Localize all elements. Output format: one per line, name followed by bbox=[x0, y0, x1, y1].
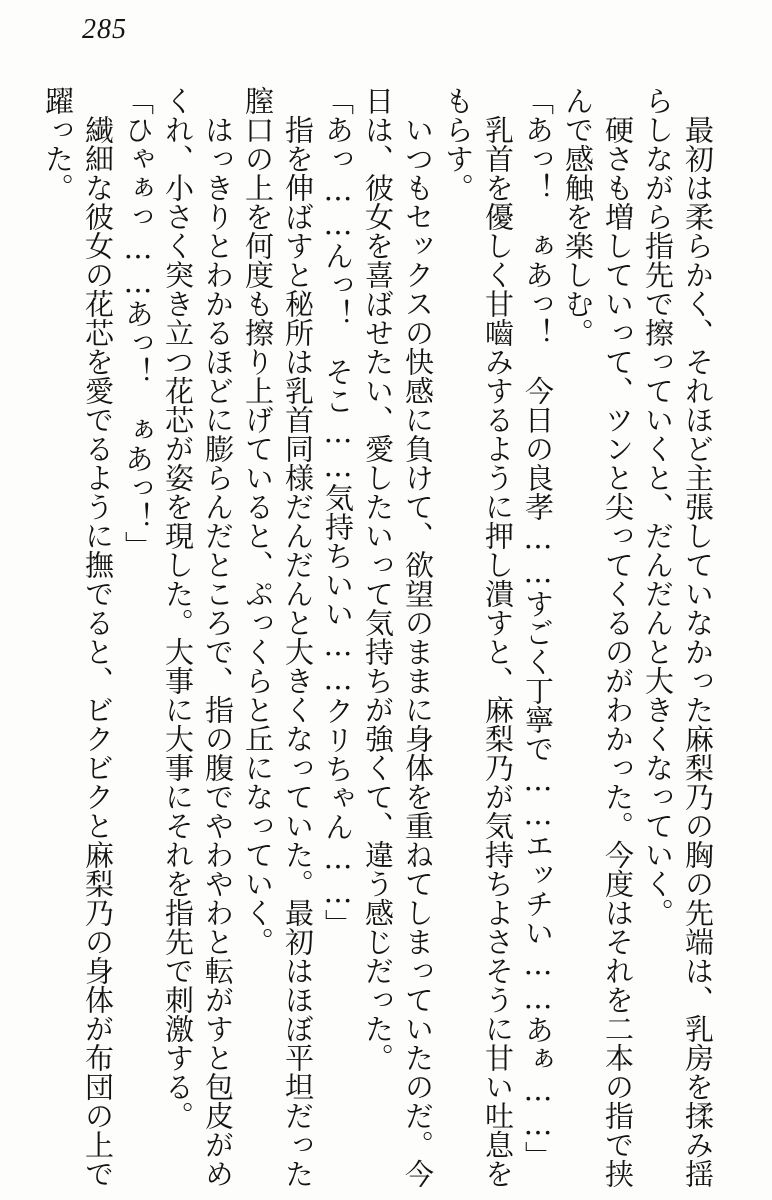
narrative-paragraph: 乳首を優しく甘嚙みするように押し潰すと、麻梨乃が気持ちよさそうに甘い吐息をもらす。 bbox=[441, 86, 515, 1188]
narrative-paragraph: 繊細な彼女の花芯を愛でるように撫でると、ビクビクと麻梨乃の身体が布団の上で躍った。 bbox=[41, 86, 115, 1188]
narrative-paragraph: はっきりとわかるほどに膨らんだところで、指の腹でやわやわと転がすと包皮がめくれ、小さく突き立つ花芯が姿を現した。大事に大事にそれを指先で刺激する。 bbox=[161, 86, 235, 1188]
dialogue-paragraph: 「あっ！ ぁあっ！ 今日の良孝……すごく丁寧で……エッチい……あぁ……」 bbox=[521, 86, 555, 1170]
narrative-paragraph: 最初は柔らかく、それほど主張していなかった麻梨乃の胸の先端は、乳房を揉み揺らしながら指先で擦っていくと、だんだんと大きくなっていく。 bbox=[641, 86, 715, 1188]
dialogue-paragraph: 「あっ……んっ！ そこ……気持ちいい……クリちゃん……」 bbox=[321, 86, 355, 938]
page-number: 285 bbox=[82, 14, 127, 45]
narrative-paragraph: いつもセックスの快感に負けて、欲望のままに身体を重ねてしまっていたのだ。今日は、彼女を喜ばせたい、愛したいって気持ちが強くて、違う感じだった。 bbox=[361, 86, 435, 1188]
page-text bbox=[38, 86, 718, 1192]
narrative-paragraph: 指を伸ばすと秘所は乳首同様だんだんと大きくなっていた。最初はほぼ平坦だった膣口の上を何度も擦り上げていると、ぷっくらと丘になっていく。 bbox=[241, 86, 315, 1188]
narrative-paragraph: 硬さも増していって、ツンと尖ってくるのがわかった。今度はそれを二本の指で挟んで感触を楽しむ。 bbox=[561, 86, 635, 1188]
dialogue-paragraph: 「ひゃぁっ……あっ！ ぁあっ！」 bbox=[121, 86, 155, 560]
